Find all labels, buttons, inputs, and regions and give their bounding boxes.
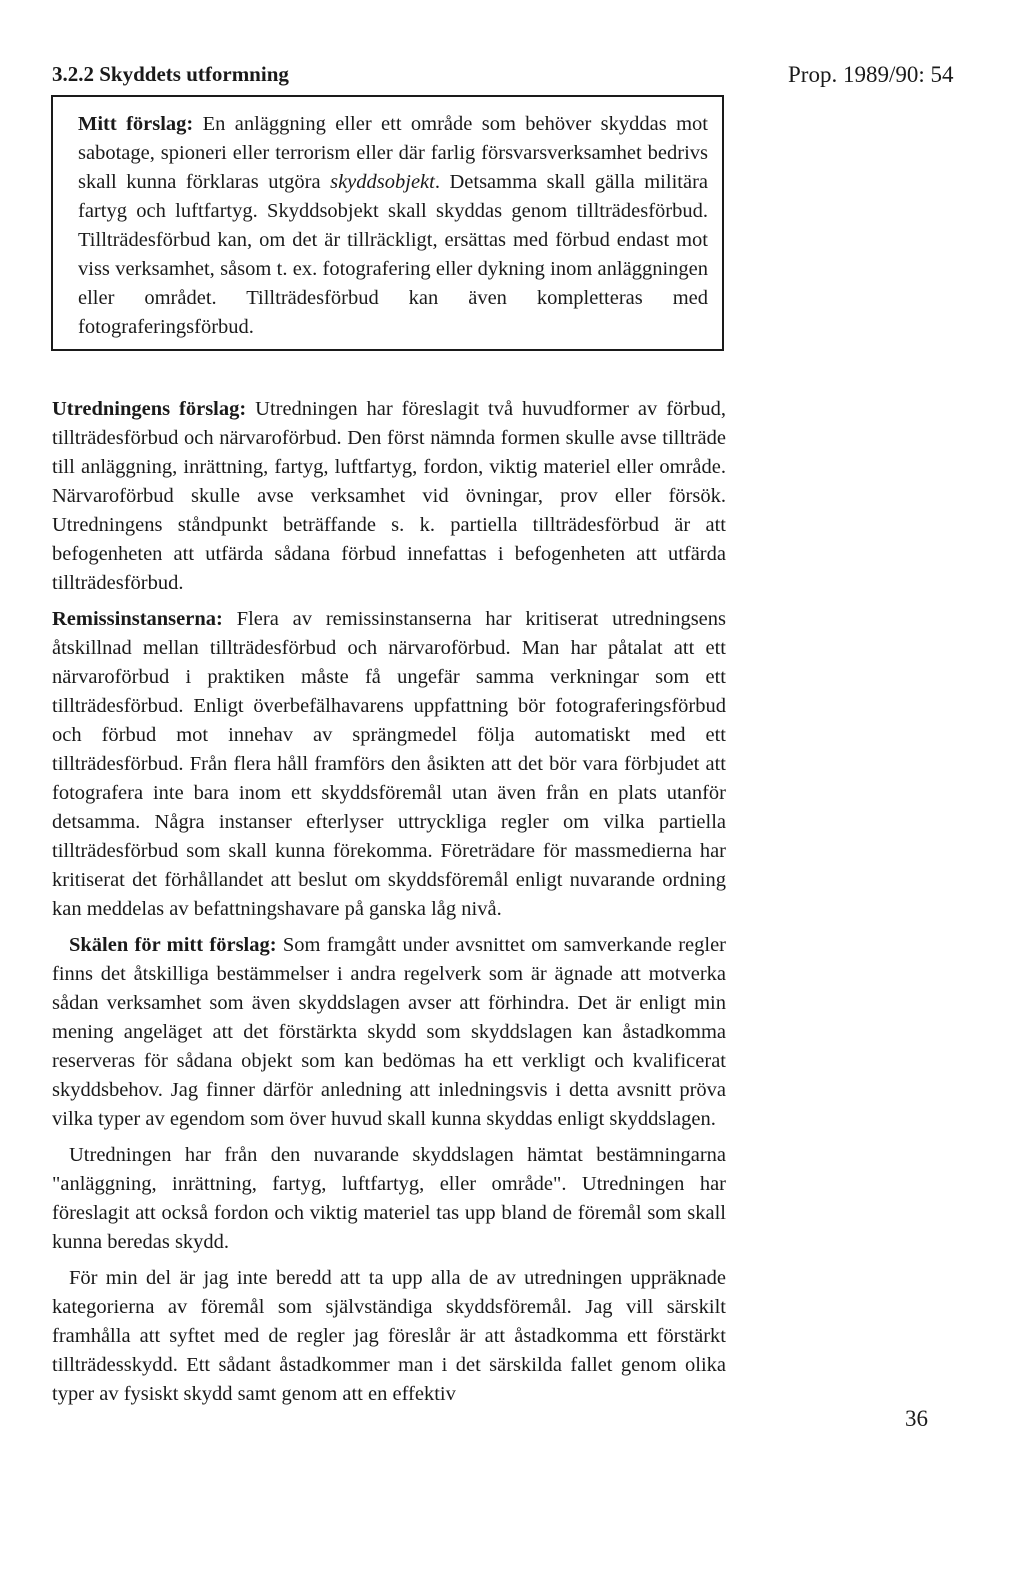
proposal-box bbox=[51, 95, 724, 351]
proposal-text-end: . Detsamma skall gälla militära fartyg och luftfartyg. Skyddsobjekt skall skyddas genom tillträdesförbud. Tillträdesförbud kan, om det är tillräckligt, ersättas med förbud endast mot viss verksamhet, såsom t. ex. fotografering eller dykning inom anläggningen eller området. Tillträdesförbud kan även kompletteras med fotograferingsförbud. bbox=[78, 171, 708, 338]
paragraph-text: Som framgått under avsnittet om samverkande regler finns det åtskilliga bestämmelser i andra regelverk som är ägnade att motverka sådan verksamhet som även skyddslagen avser att förhindra. Det är enligt min mening angeläget att det förstärkta skydd som skyddslagen kan åstadkomma reserveras för sådana objekt som kan bedömas ha ett verkligt och kvalificerat skyddsbehov. Jag finner därför anledning att inledningsvis i detta avsnitt pröva vilka typer av egendom som över huvud skall kunna skyddas enligt skyddslagen. bbox=[52, 934, 727, 1130]
paragraph-bestamningarna bbox=[52, 1141, 726, 1257]
paragraph-skalen bbox=[52, 931, 726, 1134]
paragraph-lead: Remissinstanserna: bbox=[52, 608, 223, 630]
paragraph-text: Flera av remissinstanserna har kritiserat utredningsens åtskillnad mellan tillträdesförbud och närvaroförbud. Man har påtalat att ett närvaroförbud i praktiken måste få ungefär samma verkningar som ett tillträdesförbud. Enligt överbefälhavarens uppfattning bör fotograferingsförbud och förbud mot innehav av sprängmedel följa automatiskt med ett tillträdesförbud. Från flera håll framförs den åsikten att det bör vara förbjudet att fotografera inte bara inom ett skyddsföremål utan även från en plats utanför detsamma. Några instanser efterlyser uttryckliga regler om vilka partiella tillträdesförbud som skall kunna förekomma. Företrädare för massmedierna har kritiserat det förhållandet att beslut om skyddsföremål enligt nuvarande ordning kan meddelas av befattningshavare på ganska låg nivå. bbox=[52, 608, 726, 920]
paragraph-text: Utredningen har föreslagit två huvudformer av förbud, tillträdesförbud och närvaroförbud. Den först nämnda formen skulle avse tillträde till anläggning, inrättning, fartyg, luftfartyg, fordon, viktig materiel eller område. Närvaroförbud skulle avse verksamhet vid övningar, prov eller försök. Utredningens ståndpunkt beträffande s. k. partiella tillträdesförbud är att befogenheten att utfärda sådana förbud innefattas i befogenheten att utfärda tillträdesförbud. bbox=[52, 398, 726, 594]
paragraph-min-del bbox=[52, 1264, 726, 1409]
proposal-text-start: En anläggning eller ett område som behöver skyddas mot sabotage, spioneri eller terrorism eller där farlig försvarsverksamhet bedrivs skall kunna förklaras utgöra bbox=[78, 113, 708, 193]
paragraph-text: För min del är jag inte beredd att ta upp alla de av utredningen uppräknade kategorierna av föremål som självständiga skyddsföremål. Jag vill särskilt framhålla att syftet med de regler jag föreslår är att åstadkomma ett förstärkt tillträdesskydd. Ett sådant åstadkommer man i det särskilda fallet genom olika typer av fysiskt skydd samt genom att en effektiv bbox=[52, 1267, 726, 1405]
proposal-italic-term: skyddsobjekt bbox=[330, 171, 435, 193]
paragraph-text: Utredningen har från den nuvarande skyddslagen hämtat bestämningarna "anläggning, inrättning, fartyg, luftfartyg, eller område". Utredningen har föreslagit att också fordon och viktig materiel tas upp bland de föremål som skall kunna beredas skydd. bbox=[52, 1144, 726, 1253]
proposal-lead: Mitt förslag: bbox=[78, 113, 194, 135]
paragraph-utredningens-forslag bbox=[52, 395, 726, 598]
paragraph-lead: Utredningens förslag: bbox=[52, 398, 247, 420]
proposition-reference: Prop. 1989/90: 54 bbox=[788, 62, 954, 87]
page-number: 36 bbox=[905, 1406, 928, 1431]
paragraph-lead: Skälen för mitt förslag: bbox=[69, 934, 277, 956]
section-heading: 3.2.2 Skyddets utformning bbox=[52, 62, 289, 86]
body-text bbox=[52, 395, 726, 1416]
paragraph-remissinstanserna bbox=[52, 605, 726, 924]
